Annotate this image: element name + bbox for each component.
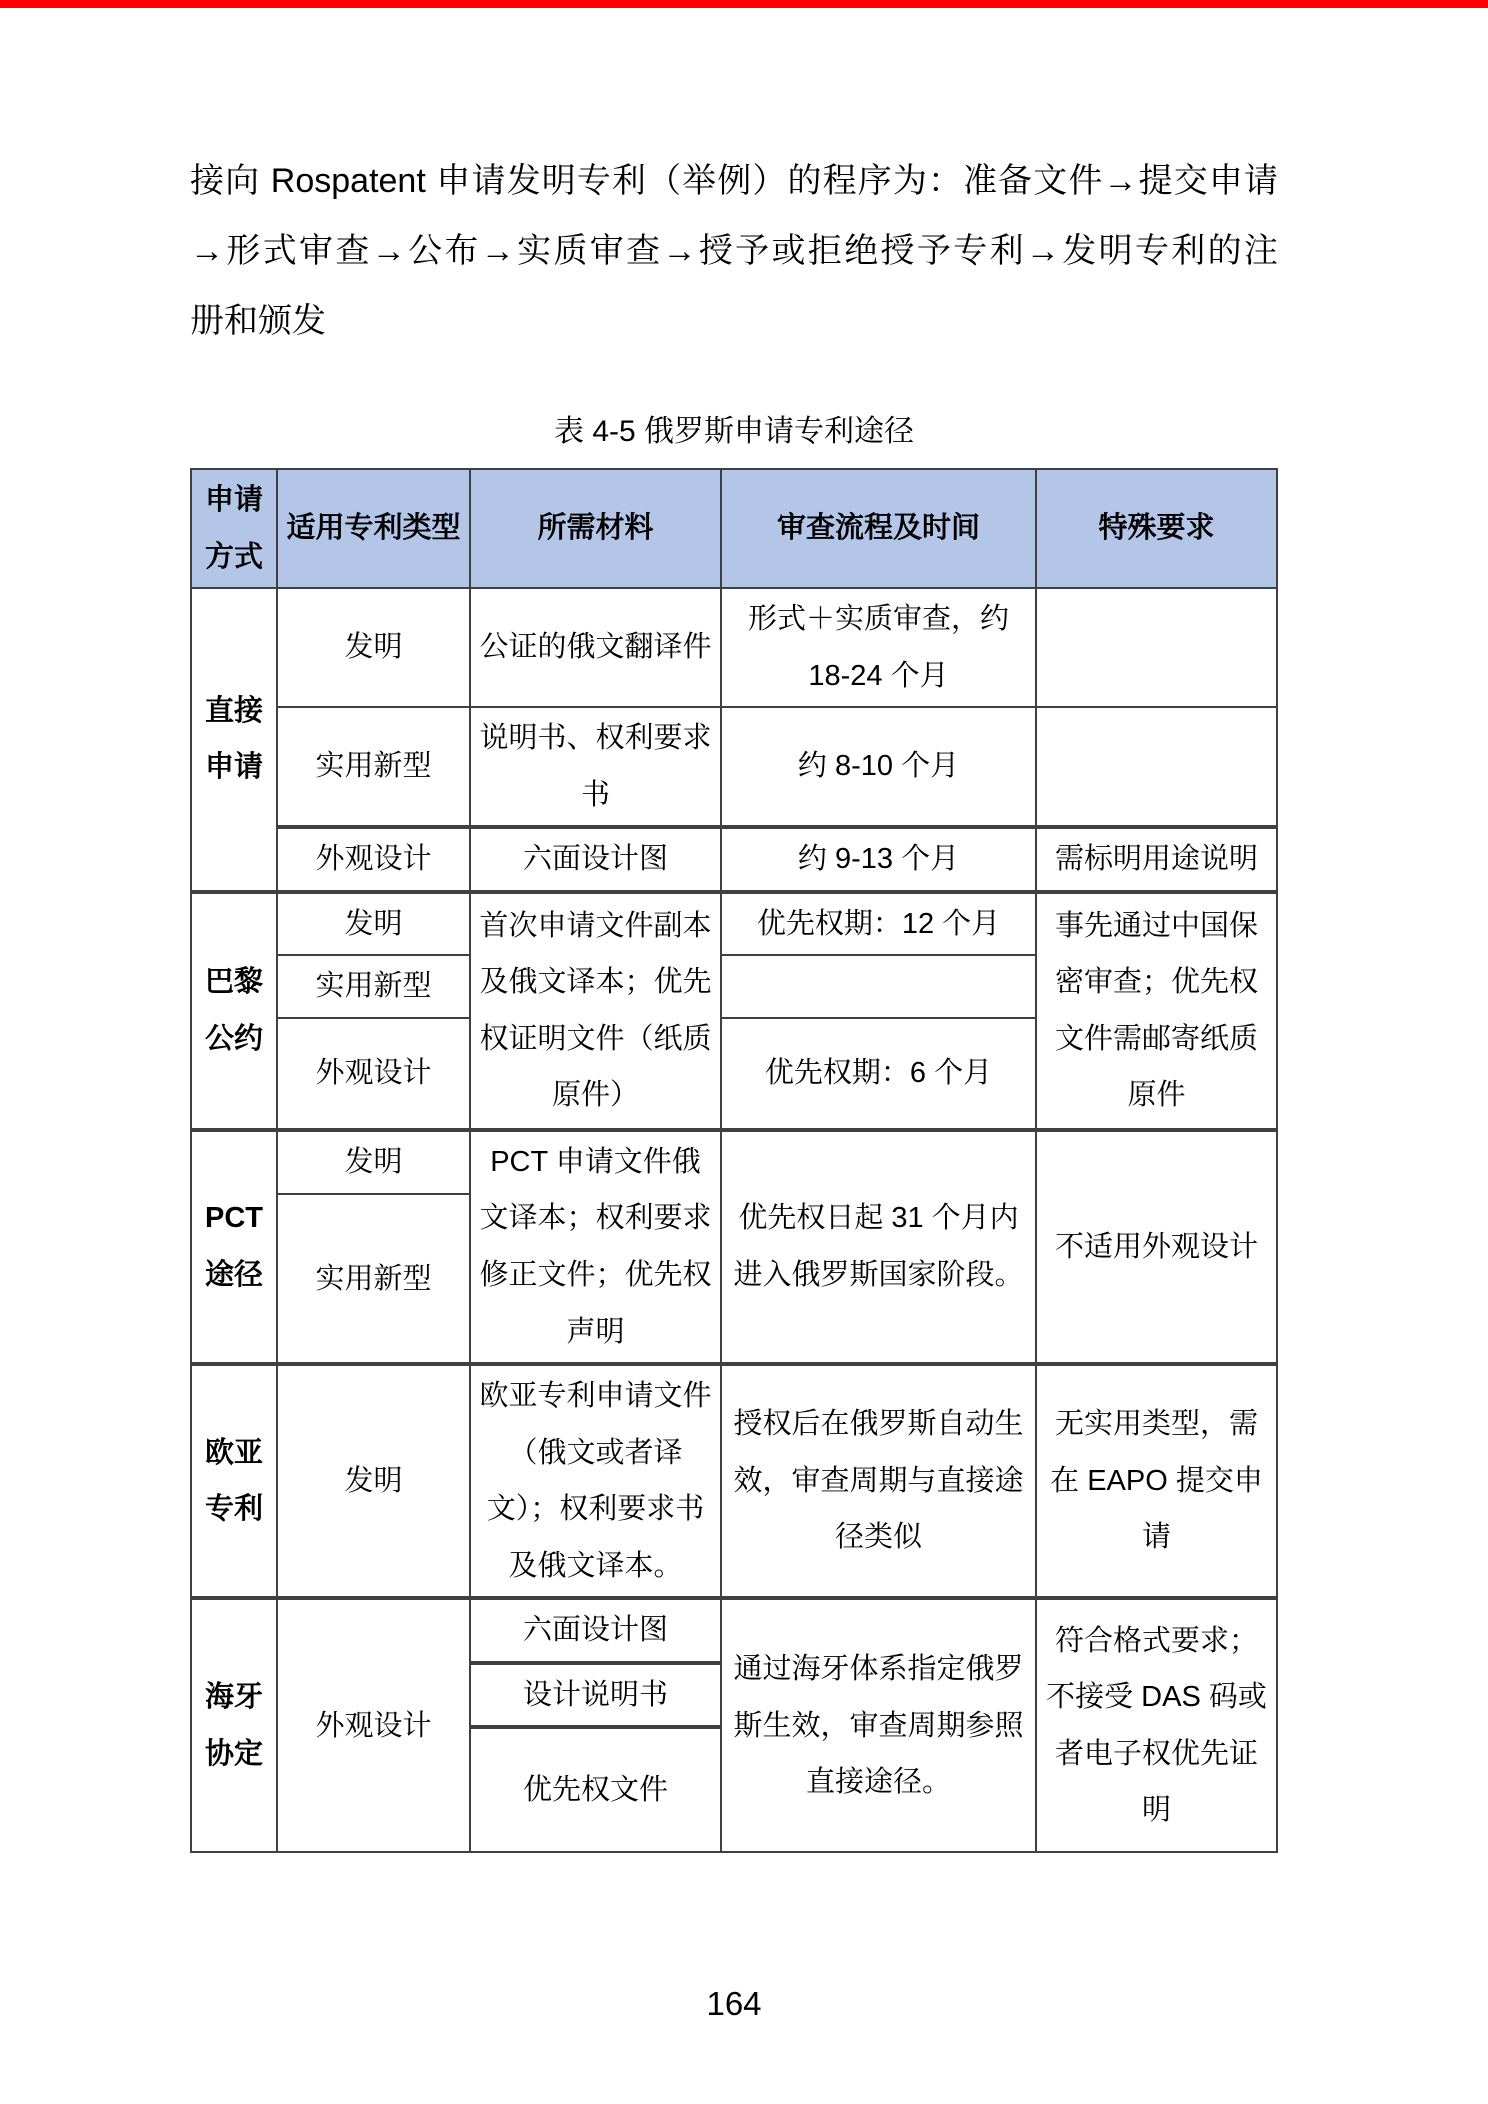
- special-cell: 事先通过中国保密审查；优先权文件需邮寄纸质原件: [1036, 892, 1277, 1130]
- paragraph-line: →形式审查→公布→实质审查→授予或拒绝授予专利→发明专利的注: [190, 232, 1278, 270]
- type-cell: 实用新型: [277, 707, 470, 827]
- method-cell: 巴黎公约: [191, 892, 277, 1130]
- method-cell: 海牙协定: [191, 1598, 277, 1852]
- materials-cell: 优先权文件: [470, 1727, 721, 1852]
- process-cell: 优先权期：6 个月: [721, 1018, 1036, 1130]
- materials-cell: 设计说明书: [470, 1663, 721, 1728]
- page-number: 164: [706, 1985, 762, 2023]
- table-row: [191, 707, 1277, 827]
- patent-routes-table: [190, 468, 1278, 1853]
- header-materials: 所需材料: [470, 469, 721, 588]
- materials-cell: 公证的俄文翻译件: [470, 588, 721, 707]
- materials-cell: PCT 申请文件俄文译本；权利要求修正文件；优先权声明: [470, 1130, 721, 1364]
- type-cell: 发明: [277, 892, 470, 956]
- process-cell: 约 9-13 个月: [721, 827, 1036, 892]
- table-row: [191, 892, 1277, 956]
- method-cell: PCT 途径: [191, 1130, 277, 1364]
- special-cell: [1036, 588, 1277, 707]
- table-row: [191, 1598, 1277, 1663]
- type-cell: 外观设计: [277, 827, 470, 892]
- method-cell: 直接申请: [191, 588, 277, 892]
- header-process-time: 审查流程及时间: [721, 469, 1036, 588]
- type-cell: 发明: [277, 1130, 470, 1195]
- process-cell: [721, 955, 1036, 1018]
- type-cell: 实用新型: [277, 955, 470, 1018]
- special-cell: [1036, 707, 1277, 827]
- materials-cell: 六面设计图: [470, 1598, 721, 1663]
- type-cell: 外观设计: [277, 1018, 470, 1130]
- type-cell: 发明: [277, 588, 470, 707]
- process-cell: 优先权期：12 个月: [721, 892, 1036, 956]
- process-cell: 优先权日起 31 个月内进入俄罗斯国家阶段。: [721, 1130, 1036, 1364]
- header-application-method: 申请方式: [191, 469, 277, 588]
- paragraph-line: 册和颁发: [190, 302, 326, 340]
- type-cell: 外观设计: [277, 1598, 470, 1852]
- table-header-row: [191, 469, 1277, 588]
- table-row: [191, 588, 1277, 707]
- type-cell: 实用新型: [277, 1194, 470, 1364]
- special-cell: 需标明用途说明: [1036, 827, 1277, 892]
- process-cell: 通过海牙体系指定俄罗斯生效，审查周期参照直接途径。: [721, 1598, 1036, 1852]
- method-cell: 欧亚专利: [191, 1364, 277, 1598]
- process-cell: 形式＋实质审查，约 18-24 个月: [721, 588, 1036, 707]
- materials-cell: 欧亚专利申请文件（俄文或者译文）；权利要求书及俄文译本。: [470, 1364, 721, 1598]
- header-patent-type: 适用专利类型: [277, 469, 470, 588]
- body-paragraph: [190, 146, 1278, 356]
- type-cell: 发明: [277, 1364, 470, 1598]
- special-cell: 无实用类型，需在 EAPO 提交申请: [1036, 1364, 1277, 1598]
- materials-cell: 说明书、权利要求书: [470, 707, 721, 827]
- special-cell: 符合格式要求；不接受 DAS 码或者电子权优先证明: [1036, 1598, 1277, 1852]
- table-caption: 表 4-5 俄罗斯申请专利途径: [553, 415, 915, 448]
- paragraph-line: 接向 Rospatent 申请发明专利（举例）的程序为：准备文件→提交申请: [190, 162, 1278, 200]
- page-content: [190, 146, 1278, 2023]
- header-special-requirements: 特殊要求: [1036, 469, 1277, 588]
- materials-cell: 首次申请文件副本及俄文译本；优先权证明文件（纸质原件）: [470, 892, 721, 1130]
- top-red-rule: [0, 0, 1488, 8]
- table-row: [191, 827, 1277, 892]
- special-cell: 不适用外观设计: [1036, 1130, 1277, 1364]
- table-row: [191, 1130, 1277, 1195]
- process-cell: 授权后在俄罗斯自动生效，审查周期与直接途径类似: [721, 1364, 1036, 1598]
- table-row: [191, 1364, 1277, 1598]
- materials-cell: 六面设计图: [470, 827, 721, 892]
- process-cell: 约 8-10 个月: [721, 707, 1036, 827]
